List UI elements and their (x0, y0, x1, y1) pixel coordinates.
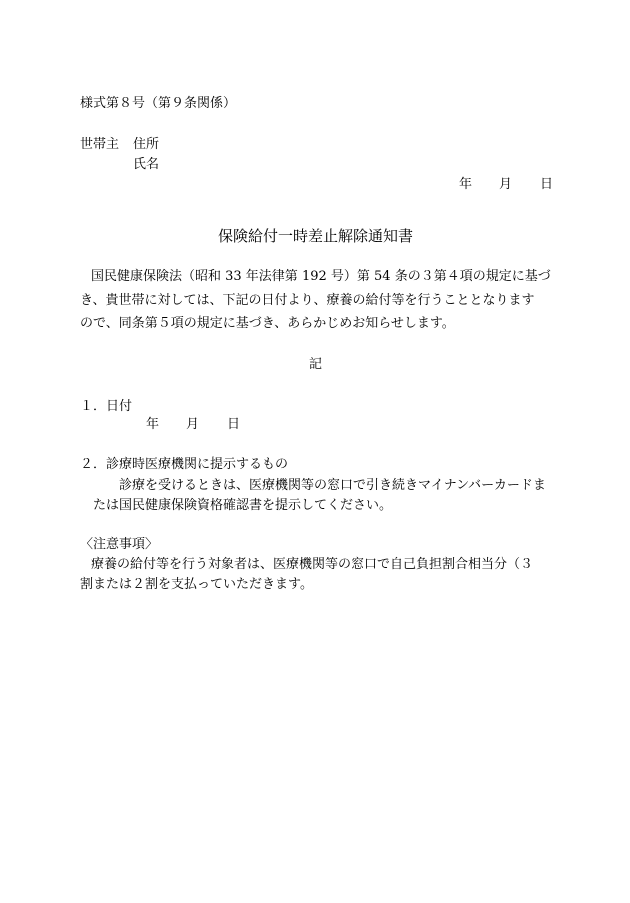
item-1-number: １． (80, 399, 107, 414)
item-2-line-2: たは国民健康保険資格確認書を提示してください。 (93, 498, 393, 513)
body-line-1: 国民健康保険法（昭和 33 年法律第 192 号）第 54 条の３第４項の規定に基づ (91, 269, 551, 284)
notes-line-2: 割または２割を支払っていただきます。 (80, 577, 313, 592)
household-head-label: 世帯主 (80, 137, 120, 152)
item-1-year-label: 年 (146, 417, 160, 432)
item-1-day-label: 日 (227, 417, 241, 432)
item-2-label: 診療時医療機関に提示するもの (106, 457, 289, 472)
address-label: 住所 (133, 137, 160, 152)
form-label: 様式第８号（第９条関係） (80, 96, 237, 111)
notes-line-1: 療養の給付等を行う対象者は、医療機関等の窓口で自己負担割合相当分（３ (91, 557, 534, 572)
issue-year-label: 年 (459, 177, 473, 192)
document-title: 保険給付一時差止解除通知書 (218, 227, 414, 245)
item-2-line-1: 診療を受けるときは、医療機関等の窓口で引き続きマイナンバーカードま (119, 478, 546, 493)
body-line-2: き、貴世帯に対しては、下記の日付より、療養の給付等を行うこととなります (80, 293, 535, 308)
issue-month-label: 月 (499, 177, 513, 192)
item-1-label: 日付 (106, 399, 133, 414)
item-2-number: ２． (80, 457, 107, 472)
ki-heading: 記 (309, 357, 323, 372)
name-label: 氏名 (133, 157, 160, 172)
issue-day-label: 日 (540, 177, 554, 192)
item-1-month-label: 月 (186, 417, 200, 432)
body-line-3: ので、同条第５項の規定に基づき、あらかじめお知らせします。 (80, 316, 455, 331)
notes-heading: 〈注意事項〉 (80, 537, 159, 552)
